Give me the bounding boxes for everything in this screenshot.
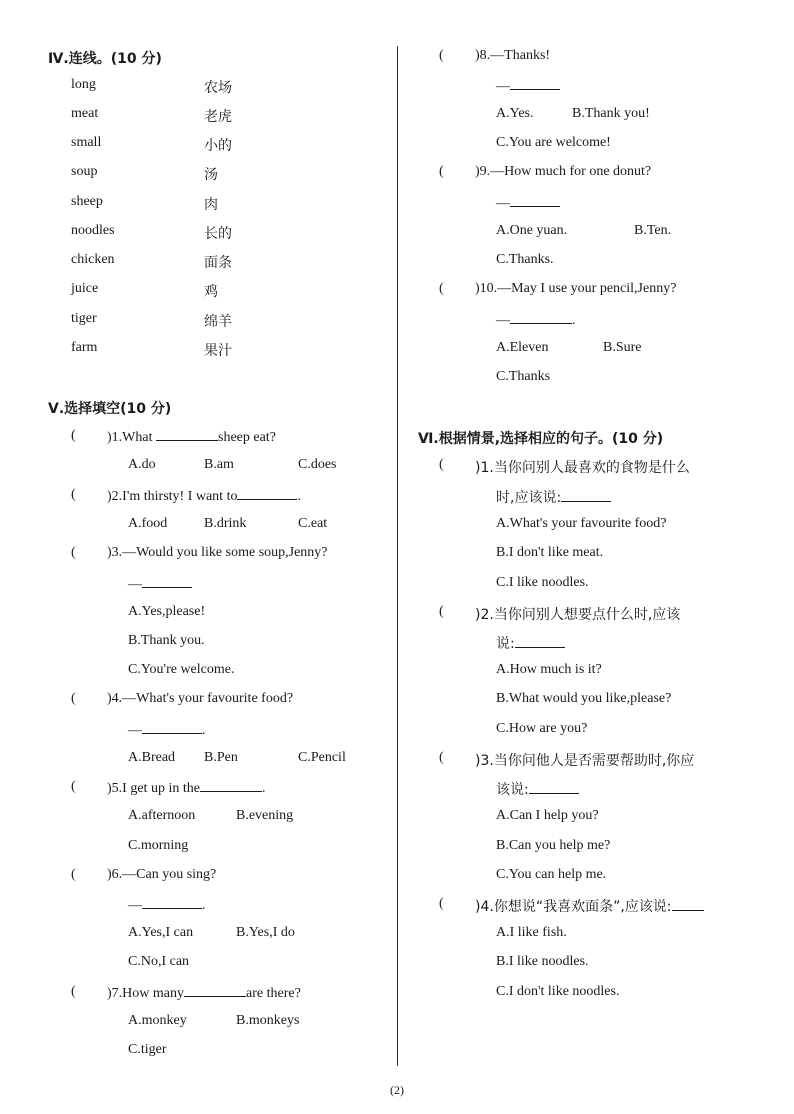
question-stem (475, 164, 651, 180)
question-text: 说: (496, 636, 515, 652)
response-line (496, 311, 576, 329)
option-b: B.Pen (204, 750, 238, 765)
response-line (496, 77, 560, 95)
match-english-word: long (71, 77, 96, 92)
question-stem (475, 750, 694, 770)
question-number: )5. (107, 781, 123, 796)
option-a: A.Yes. (496, 106, 534, 121)
question-text: 该说: (496, 782, 529, 798)
option-a: A.food (128, 516, 168, 531)
question-text-line2 (496, 779, 579, 799)
option-a: A.monkey (128, 1013, 187, 1028)
question-number: )3. (107, 545, 123, 560)
option-b: B.Can you help me? (496, 838, 611, 853)
option-c: C.does (298, 457, 337, 472)
match-english-word: chicken (71, 252, 115, 267)
response-line (128, 575, 192, 593)
option-c: C.Thanks. (496, 252, 554, 267)
option-b: B.What would you like,please? (496, 691, 672, 706)
answer-blank[interactable] (510, 311, 572, 324)
answer-paren: ( (71, 984, 76, 999)
match-english-word: sheep (71, 194, 103, 209)
question-number: )3. (475, 753, 494, 769)
match-chinese-word: 果汁 (204, 343, 232, 359)
option-b: B.drink (204, 516, 247, 531)
match-english-word: tiger (71, 311, 97, 326)
answer-blank[interactable] (142, 575, 192, 588)
question-text: —Would you like some soup,Jenny? (122, 545, 328, 560)
answer-blank[interactable] (184, 984, 246, 997)
option-a: A.I like fish. (496, 925, 567, 940)
question-number: )4. (107, 691, 123, 706)
question-text: I'm thirsty! I want to (122, 489, 238, 504)
answer-blank[interactable] (561, 489, 611, 502)
answer-paren: ( (439, 604, 444, 619)
question-stem (475, 281, 676, 297)
option-c: C.tiger (128, 1042, 167, 1057)
dash: — (128, 723, 142, 738)
option-c: C.How are you? (496, 721, 588, 736)
answer-blank[interactable] (515, 635, 565, 648)
question-stem (107, 691, 293, 707)
question-text: 当你问别人最喜欢的食物是什么 (493, 460, 690, 476)
option-a: A.Bread (128, 750, 176, 765)
option-a: A.What's your favourite food? (496, 516, 667, 531)
option-a: A.afternoon (128, 808, 196, 823)
option-c: C.You can help me. (496, 867, 607, 882)
answer-paren: ( (439, 457, 444, 472)
question-number: )8. (475, 48, 491, 63)
match-chinese-word: 绵羊 (204, 314, 232, 330)
match-chinese-word: 长的 (204, 226, 232, 242)
option-b: B.Thank you. (128, 633, 205, 648)
punctuation: . (202, 898, 206, 913)
question-text: How many (122, 986, 184, 1001)
option-a: A.How much is it? (496, 662, 602, 677)
option-c: C.I don't like noodles. (496, 984, 620, 999)
answer-paren: ( (71, 867, 76, 882)
answer-blank[interactable] (200, 779, 262, 792)
question-text: What (122, 430, 156, 445)
answer-paren: ( (439, 896, 444, 911)
question-number: )6. (107, 867, 123, 882)
dash: — (128, 898, 142, 913)
question-stem (107, 428, 276, 446)
answer-paren: ( (71, 779, 76, 794)
answer-blank[interactable] (142, 721, 202, 734)
question-stem (107, 867, 216, 883)
question-text: sheep eat? (218, 430, 276, 445)
option-b: B.am (204, 457, 234, 472)
response-line (128, 721, 206, 739)
question-text: I get up in the (122, 781, 200, 796)
match-chinese-word: 面条 (204, 255, 232, 271)
answer-paren: ( (71, 691, 76, 706)
question-stem (107, 487, 301, 505)
option-c: C.eat (298, 516, 328, 531)
response-line (128, 896, 206, 914)
response-line (496, 194, 560, 212)
match-chinese-word: 汤 (204, 167, 218, 183)
question-text: 当你问他人是否需要帮助时,你应 (493, 753, 695, 769)
option-b: B.Yes,I do (236, 925, 295, 940)
question-text: —Can you sing? (122, 867, 217, 882)
question-text: 你想说“我喜欢面条”,应该说: (493, 899, 672, 915)
question-text: are there? (246, 986, 301, 1001)
match-chinese-word: 小的 (204, 138, 232, 154)
option-c: C.I like noodles. (496, 575, 589, 590)
answer-blank[interactable] (156, 428, 218, 441)
answer-blank[interactable] (142, 896, 202, 909)
match-english-word: noodles (71, 223, 115, 238)
option-c: C.You're welcome. (128, 662, 235, 677)
match-chinese-word: 肉 (204, 197, 218, 213)
question-text: —What's your favourite food? (122, 691, 294, 706)
question-stem (475, 896, 704, 916)
answer-blank[interactable] (672, 898, 704, 911)
dash: — (128, 577, 142, 592)
question-text: 时,应该说: (496, 490, 562, 506)
question-number: )7. (107, 986, 123, 1001)
match-chinese-word: 农场 (204, 80, 232, 96)
answer-paren: ( (439, 48, 444, 63)
question-stem (107, 779, 265, 797)
section-5-title: Ⅴ.选择填空(10 分) (48, 401, 172, 417)
answer-paren: ( (71, 545, 76, 560)
match-english-word: soup (71, 164, 98, 179)
option-c: C.You are welcome! (496, 135, 611, 150)
question-number: )4. (475, 899, 494, 915)
punctuation: . (202, 723, 206, 738)
question-text-line2 (496, 633, 565, 653)
punctuation: . (572, 313, 576, 328)
option-a: A.Yes,please! (128, 604, 206, 619)
option-b: B.monkeys (236, 1013, 300, 1028)
option-c: C.morning (128, 838, 189, 853)
question-number: )1. (107, 430, 123, 445)
dash: — (496, 313, 510, 328)
question-text-line2 (496, 487, 611, 507)
match-english-word: juice (71, 281, 99, 296)
question-text: —May I use your pencil,Jenny? (497, 281, 677, 296)
option-b: B.I don't like meat. (496, 545, 604, 560)
answer-paren: ( (439, 281, 444, 296)
answer-blank[interactable] (237, 487, 297, 500)
match-english-word: small (71, 135, 102, 150)
answer-paren: ( (71, 487, 76, 502)
question-text: 当你问别人想要点什么时,应该 (493, 607, 681, 623)
option-a: A.Yes,I can (128, 925, 194, 940)
dash: — (496, 196, 510, 211)
option-b: B.evening (236, 808, 294, 823)
option-c: C.Pencil (298, 750, 346, 765)
question-number: )2. (475, 607, 494, 623)
match-english-word: farm (71, 340, 98, 355)
question-text: —Thanks! (490, 48, 551, 63)
answer-blank[interactable] (510, 194, 560, 207)
question-number: )1. (475, 460, 494, 476)
option-b: B.Ten. (634, 223, 672, 238)
option-b: B.I like noodles. (496, 954, 589, 969)
option-c: C.Thanks (496, 369, 551, 384)
dash: — (496, 79, 510, 94)
section-6-title: Ⅵ.根据情景,选择相应的句子。(10 分) (418, 431, 664, 447)
question-number: )2. (107, 489, 123, 504)
match-chinese-word: 鸡 (204, 284, 218, 300)
page-number: (2) (390, 1083, 404, 1097)
question-stem (107, 984, 301, 1002)
match-chinese-word: 老虎 (204, 109, 232, 125)
question-text: . (297, 489, 301, 504)
option-b: B.Sure (603, 340, 642, 355)
answer-blank[interactable] (510, 77, 560, 90)
question-number: )9. (475, 164, 491, 179)
question-text: —How much for one donut? (490, 164, 652, 179)
option-b: B.Thank you! (572, 106, 650, 121)
answer-blank[interactable] (529, 781, 579, 794)
question-text: . (261, 781, 266, 796)
answer-paren: ( (439, 164, 444, 179)
section-4-title: Ⅳ.连线。(10 分) (48, 51, 162, 67)
question-stem (475, 604, 680, 624)
question-stem (475, 48, 550, 64)
question-number: )10. (475, 281, 498, 296)
answer-paren: ( (71, 428, 76, 443)
match-english-word: meat (71, 106, 99, 121)
option-a: A.Eleven (496, 340, 549, 355)
option-a: A.do (128, 457, 156, 472)
option-c: C.No,I can (128, 954, 190, 969)
option-a: A.Can I help you? (496, 808, 599, 823)
question-stem (475, 457, 690, 477)
question-stem (107, 545, 328, 561)
option-a: A.One yuan. (496, 223, 568, 238)
answer-paren: ( (439, 750, 444, 765)
column-divider (397, 46, 398, 1066)
